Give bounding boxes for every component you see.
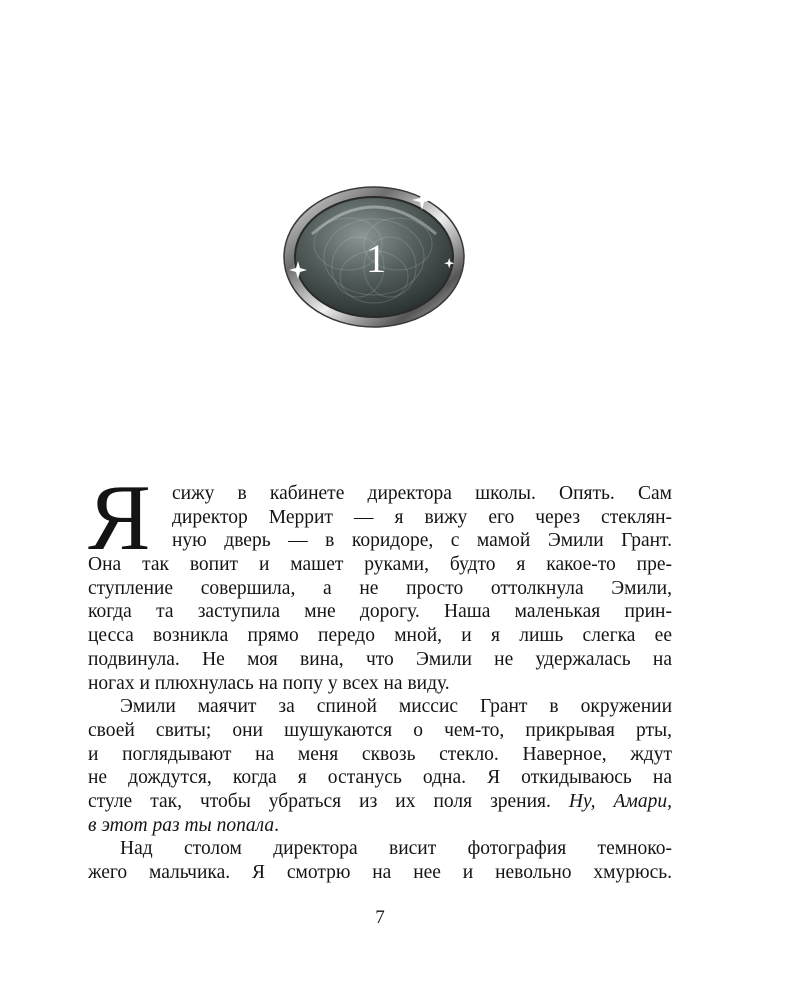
text-line: ступление совершила, а не просто оттолкнула Эмили,	[88, 577, 672, 599]
italic-text: Ну, Амари,	[568, 790, 673, 812]
chapter-medallion-graphic	[278, 182, 470, 332]
italic-text: в этот раз ты попала	[88, 814, 275, 836]
text-line: и поглядывают на меня сквозь стекло. Наверное, ждут	[88, 743, 672, 765]
text-line: Над столом директора висит фотография темноко-	[120, 838, 672, 860]
text-line: директор Меррит — я вижу его через стеклян-	[172, 506, 672, 528]
text-line: Эмили маячит за спиной миссис Грант в окружении	[120, 696, 672, 718]
text-line: своей свиты; они шушукаются о чем-то, прикрывая рты,	[88, 719, 672, 741]
text-line	[88, 790, 672, 814]
body-text	[88, 466, 673, 885]
text-line: ную дверь — в коридоре, с мамой Эмили Грант.	[172, 530, 672, 552]
text-line: не дождутся, когда я останусь одна. Я откидываюсь на	[88, 767, 672, 789]
text-line: сижу в кабинете директора школы. Опять. Сам	[172, 483, 672, 504]
text-line: подвинула. Не моя вина, что Эмили не удержалась на	[88, 648, 672, 670]
text-line: Она так вопит и машет руками, будто я какое-то пре-	[88, 554, 672, 576]
chapter-medallion	[278, 182, 470, 332]
page-number: 7	[375, 907, 385, 928]
text-line: ногах и плюхнулась на попу у всех на виду.	[88, 672, 450, 694]
chapter-number: 1	[366, 236, 386, 281]
text-span: стуле так, чтобы убраться из их поля зрения.	[88, 790, 569, 812]
text-line: жего мальчика. Я смотрю на нее и невольно хмурюсь.	[88, 862, 672, 883]
text-line: когда та заступила мне дорогу. Наша маленькая прин-	[88, 601, 672, 623]
text-line	[88, 814, 672, 838]
drop-cap: Я	[88, 466, 151, 570]
text-line: цесса возникла прямо передо мной, и я лишь слегка ее	[88, 625, 672, 647]
text-span: .	[274, 814, 279, 836]
